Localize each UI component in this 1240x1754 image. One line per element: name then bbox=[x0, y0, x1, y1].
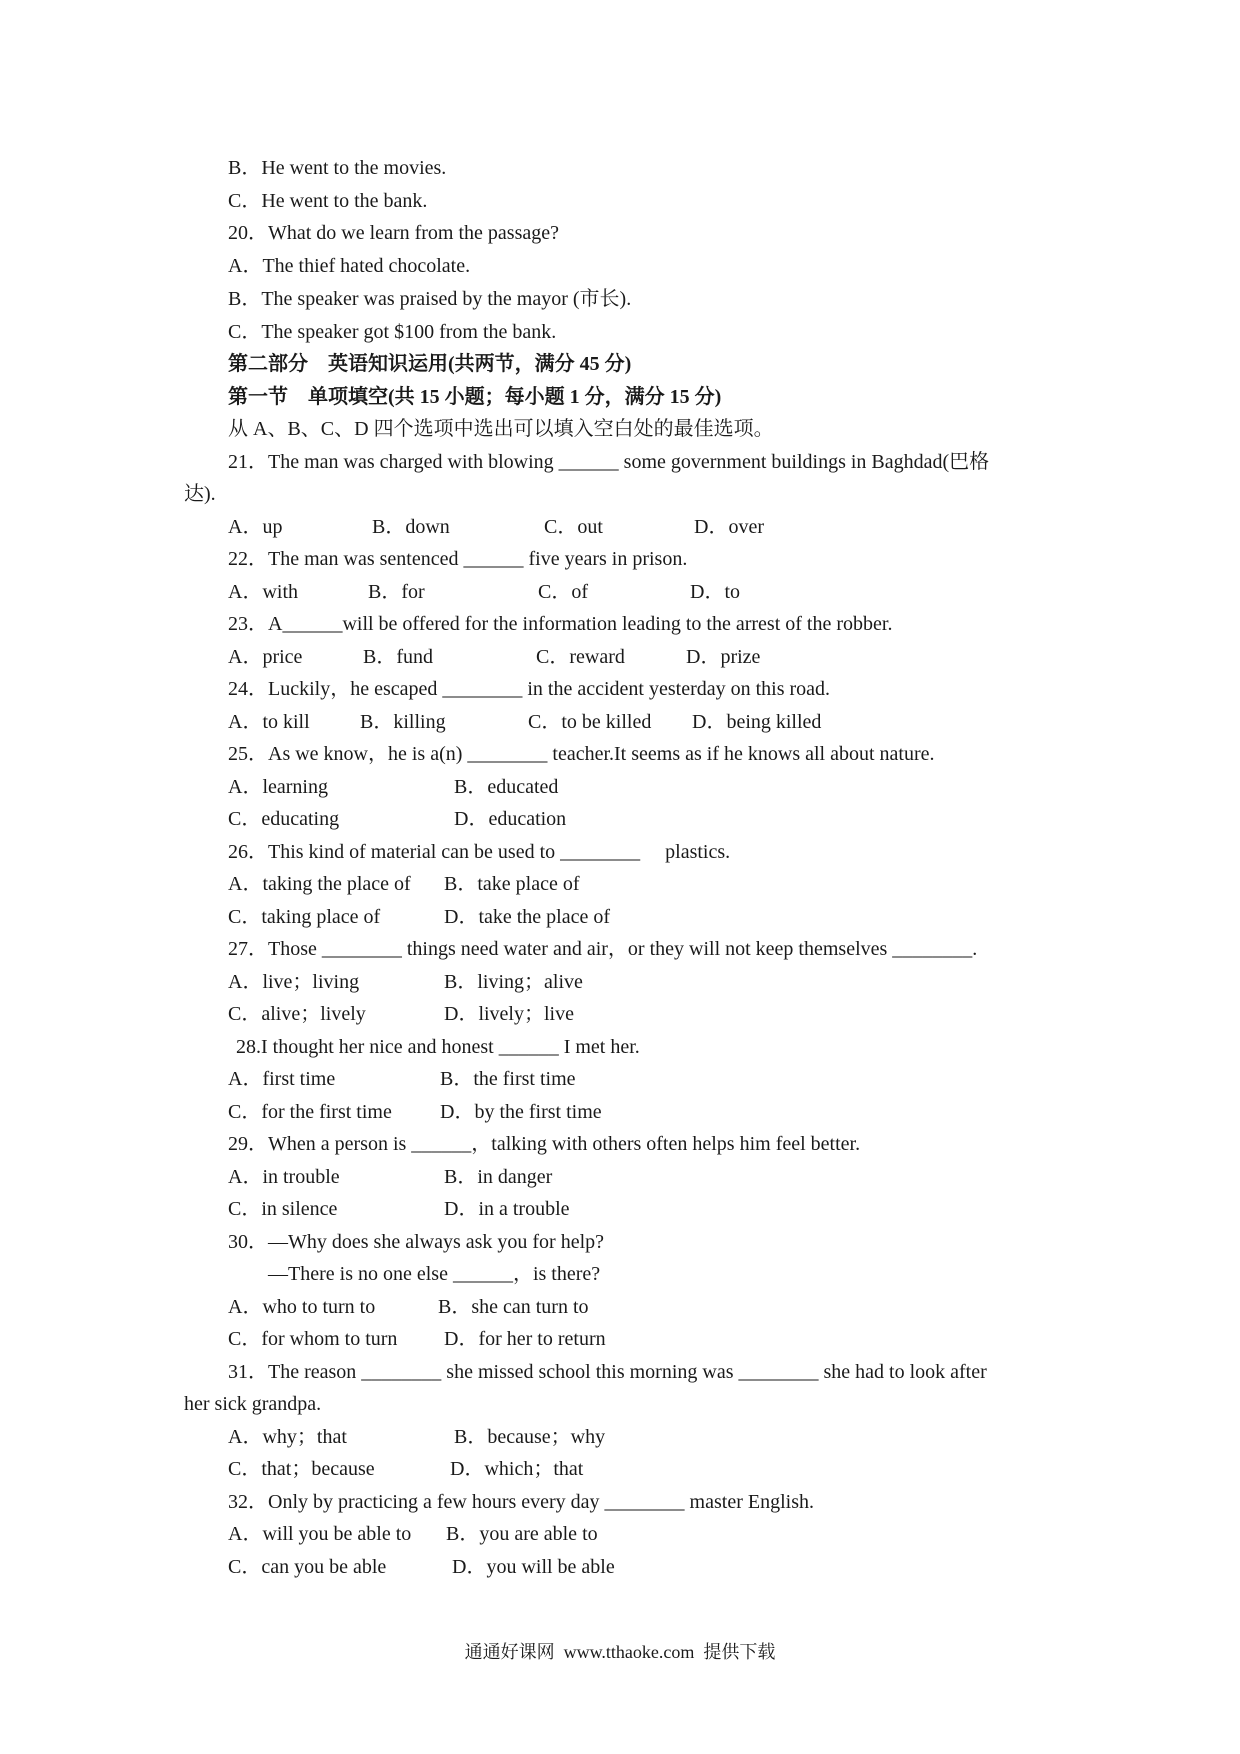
option-c: C．taking place of bbox=[228, 906, 381, 928]
question-22: 22．The man was sentenced ______ five years in prison. bbox=[228, 548, 688, 570]
option-line: A．The thief hated chocolate. bbox=[228, 255, 471, 277]
option-c: C．for whom to turn bbox=[228, 1328, 398, 1350]
option-c: C．for the first time bbox=[228, 1101, 392, 1123]
option-b: B．in danger bbox=[444, 1166, 553, 1188]
option-d: D．in a trouble bbox=[444, 1198, 570, 1220]
question-21: 21．The man was charged with blowing ______ some government buildings in Baghdad(巴格 bbox=[228, 451, 990, 473]
option-a: A．to kill bbox=[228, 711, 310, 733]
option-b: B．because；why bbox=[454, 1426, 606, 1448]
question-26: 26．This kind of material can be used to ________ plastics. bbox=[228, 841, 731, 863]
question-21-continued: 达). bbox=[184, 483, 216, 505]
option-d: D．take the place of bbox=[444, 906, 611, 928]
option-a: A．up bbox=[228, 516, 283, 538]
option-c: C．educating bbox=[228, 808, 340, 830]
question-25: 25．As we know，he is a(n) ________ teacher.It seems as if he knows all about nature. bbox=[228, 743, 935, 765]
option-b: B．killing bbox=[360, 711, 446, 733]
option-b: B．educated bbox=[454, 776, 559, 798]
option-a: A．will you be able to bbox=[228, 1523, 412, 1545]
subsection-heading: 第一节 单项填空(共 15 小题；每小题 1 分，满分 15 分) bbox=[228, 386, 722, 408]
option-a: A．taking the place of bbox=[228, 873, 411, 895]
option-b: B．living；alive bbox=[444, 971, 583, 993]
option-d: D．lively；live bbox=[444, 1003, 574, 1025]
option-a: A．price bbox=[228, 646, 303, 668]
option-c: C．out bbox=[544, 516, 603, 538]
option-b: B．down bbox=[372, 516, 450, 538]
option-c: C．in silence bbox=[228, 1198, 338, 1220]
option-d: D．being killed bbox=[692, 711, 822, 733]
section-heading: 第二部分 英语知识运用(共两节，满分 45 分) bbox=[228, 353, 632, 375]
option-line: B．The speaker was praised by the mayor (市长). bbox=[228, 288, 632, 310]
option-b: B．she can turn to bbox=[438, 1296, 589, 1318]
question-30: 30．—Why does she always ask you for help? bbox=[228, 1231, 605, 1253]
option-a: A．first time bbox=[228, 1068, 336, 1090]
option-d: D．education bbox=[454, 808, 567, 830]
option-c: C．to be killed bbox=[528, 711, 652, 733]
question-28: 28.I thought her nice and honest ______ I met her. bbox=[236, 1036, 640, 1058]
option-c: C．reward bbox=[536, 646, 625, 668]
option-d: D．by the first time bbox=[440, 1101, 602, 1123]
option-b: B．you are able to bbox=[446, 1523, 598, 1545]
option-a: A．why；that bbox=[228, 1426, 347, 1448]
option-a: A．who to turn to bbox=[228, 1296, 376, 1318]
option-b: B．the first time bbox=[440, 1068, 576, 1090]
question-30-reply: —There is no one else ______，is there? bbox=[268, 1263, 601, 1285]
option-d: D．you will be able bbox=[452, 1556, 615, 1578]
question-20: 20．What do we learn from the passage? bbox=[228, 222, 559, 244]
option-line: C．The speaker got $100 from the bank. bbox=[228, 321, 557, 343]
option-a: A．learning bbox=[228, 776, 328, 798]
option-b: B．take place of bbox=[444, 873, 580, 895]
question-29: 29．When a person is ______，talking with others often helps him feel better. bbox=[228, 1133, 861, 1155]
question-31: 31．The reason ________ she missed school this morning was ________ she had to look after bbox=[228, 1361, 987, 1383]
option-line: B．He went to the movies. bbox=[228, 157, 447, 179]
option-c: C．alive；lively bbox=[228, 1003, 366, 1025]
option-d: D．prize bbox=[686, 646, 761, 668]
option-a: A．with bbox=[228, 581, 298, 603]
option-d: D．over bbox=[694, 516, 764, 538]
footer-credit: 通通好课网 www.tthaoke.com 提供下载 bbox=[464, 1642, 776, 1662]
question-31-continued: her sick grandpa. bbox=[184, 1393, 322, 1415]
question-23: 23．A______will be offered for the information leading to the arrest of the robber. bbox=[228, 613, 893, 635]
option-a: A．live；living bbox=[228, 971, 360, 993]
question-24: 24．Luckily，he escaped ________ in the accident yesterday on this road. bbox=[228, 678, 831, 700]
option-line: C．He went to the bank. bbox=[228, 190, 428, 212]
option-d: D．which；that bbox=[450, 1458, 584, 1480]
option-d: D．to bbox=[690, 581, 740, 603]
instruction-text: 从 A、B、C、D 四个选项中选出可以填入空白处的最佳选项。 bbox=[228, 418, 774, 440]
option-b: B．for bbox=[368, 581, 425, 603]
question-32: 32．Only by practicing a few hours every day ________ master English. bbox=[228, 1491, 814, 1513]
question-27: 27．Those ________ things need water and air，or they will not keep themselves ________. bbox=[228, 938, 978, 960]
option-d: D．for her to return bbox=[444, 1328, 606, 1350]
option-c: C．that；because bbox=[228, 1458, 375, 1480]
option-c: C．can you be able bbox=[228, 1556, 387, 1578]
option-b: B．fund bbox=[363, 646, 433, 668]
option-a: A．in trouble bbox=[228, 1166, 340, 1188]
option-c: C．of bbox=[538, 581, 588, 603]
